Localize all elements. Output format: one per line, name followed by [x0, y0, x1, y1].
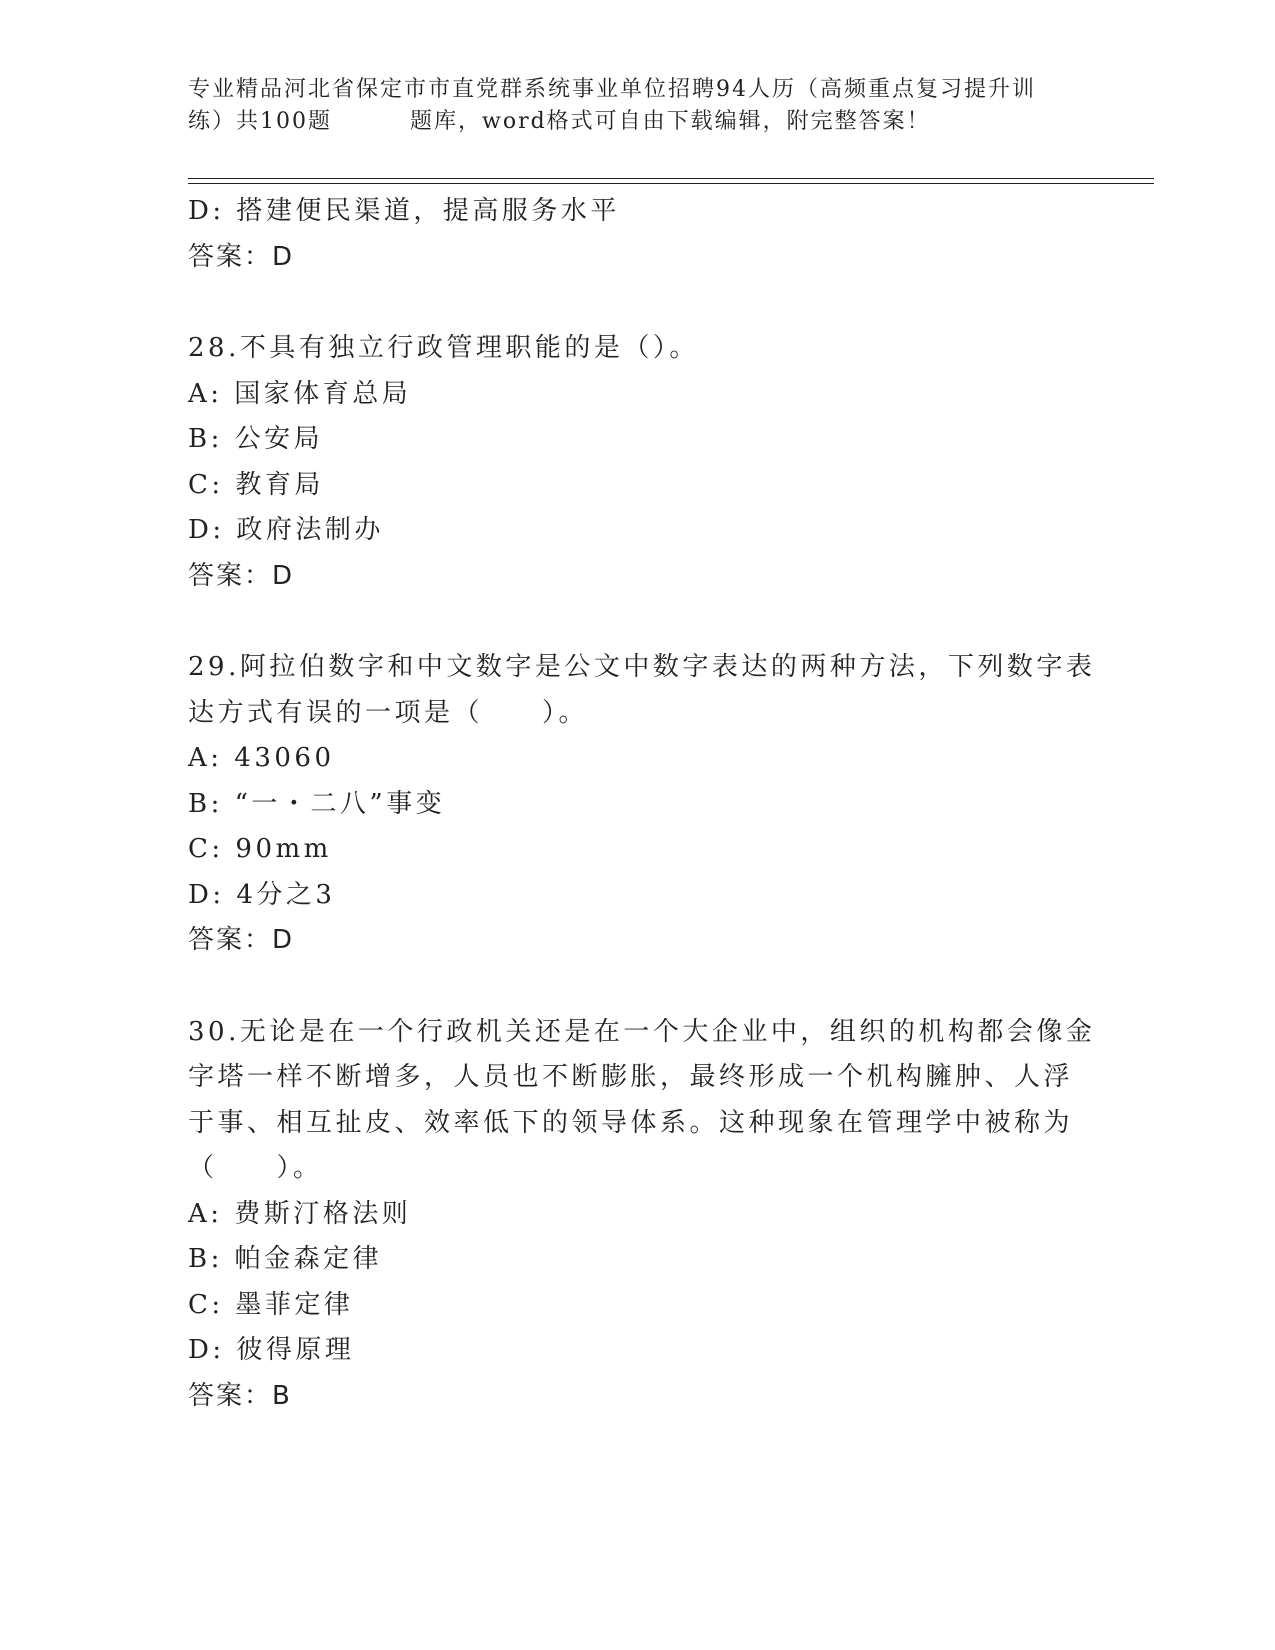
header-title-line-1: 专业精品河北省保定市市直党群系统事业单位招聘94人历（高频重点复习提升训: [188, 77, 1036, 102]
answer-text: 答案：D: [188, 560, 295, 591]
question-29: [188, 645, 1096, 964]
question-stem-line-1: 30.无论是在一个行政机关还是在一个大企业中，组织的机构都会像金: [188, 1016, 1096, 1047]
option-b: B: 帕金森定律: [188, 1244, 383, 1274]
question-stem: 28.不具有独立行政管理职能的是（）。: [188, 333, 699, 363]
answer-text: 答案：B: [188, 1380, 292, 1411]
answer-text: 答案：D: [188, 925, 295, 955]
option-c: C: 教育局: [188, 469, 324, 500]
answer-text: 答案：D: [188, 241, 295, 272]
question-stem-line-4: （ ）。: [188, 1153, 323, 1183]
header-title-line-2: [188, 106, 1088, 138]
header-title-line-2-start: 练）共100题: [188, 109, 332, 134]
option-b: B: 公安局: [188, 424, 324, 454]
option-a: A: 国家体育总局: [188, 378, 412, 409]
option-c: C: 90mm: [188, 834, 332, 864]
option-d: D: 4分之3: [188, 879, 336, 910]
document-header: [188, 74, 1088, 138]
option-b: B: “一・二八”事变: [188, 788, 446, 819]
question-stem-line-3: 于事、相互扯皮、效率低下的领导体系。这种现象在管理学中被称为: [188, 1107, 1074, 1138]
option-d: D: 政府法制办: [188, 515, 384, 545]
question-stem-line-2: 达方式有误的一项是（ ）。: [188, 697, 589, 728]
question-30: [188, 1010, 1096, 1420]
previous-question-tail: [188, 189, 1088, 280]
header-divider-bottom: [188, 183, 1154, 184]
question-stem-line-1: 29.阿拉伯数字和中文数字是公文中数字表达的两种方法，下列数字表: [188, 652, 1096, 682]
header-title-line-2-end: 题库，word格式可自由下载编辑，附完整答案！: [410, 109, 931, 134]
question-list: [188, 189, 1096, 1419]
option-c: C: 墨菲定律: [188, 1289, 354, 1320]
header-divider-top: [188, 178, 1154, 179]
option-a: A: 43060: [188, 743, 335, 773]
question-stem-line-2: 字塔一样不断增多，人员也不断膨胀，最终形成一个机构臃肿、人浮: [188, 1062, 1074, 1092]
option-d: D: 彼得原理: [188, 1335, 355, 1365]
option-d: D: 搭建便民渠道，提高服务水平: [188, 196, 620, 226]
option-a: A: 费斯汀格法则: [188, 1198, 412, 1229]
question-28: [188, 326, 1088, 599]
